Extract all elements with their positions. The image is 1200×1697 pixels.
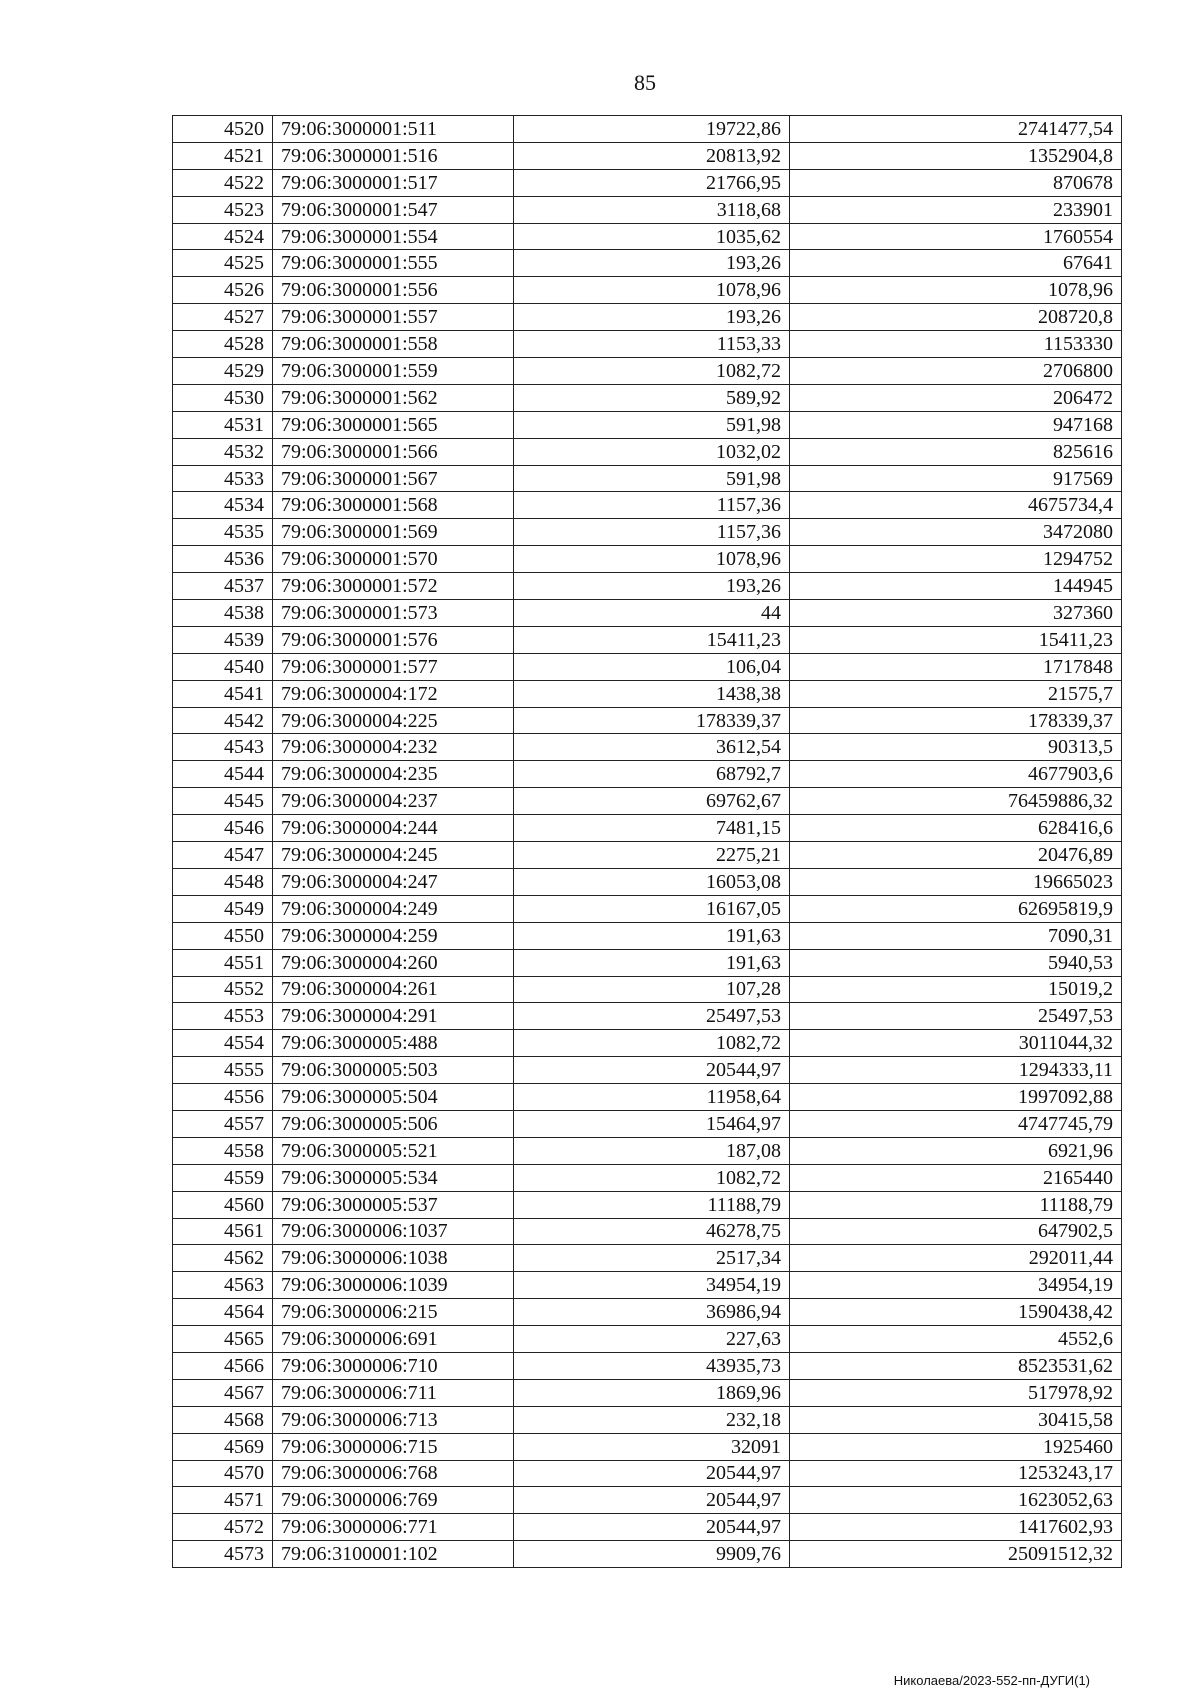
- cadastral-number-cell: 79:06:3000001:516: [273, 142, 514, 169]
- table-row: [173, 680, 1122, 707]
- row-number-cell: 4546: [173, 815, 273, 842]
- row-number-cell: 4567: [173, 1379, 273, 1406]
- cadastral-number-cell: 79:06:3000001:573: [273, 600, 514, 627]
- cadastral-number-cell: 79:06:3000005:503: [273, 1057, 514, 1084]
- row-number-cell: 4545: [173, 788, 273, 815]
- table-row: [173, 707, 1122, 734]
- table-row: [173, 1272, 1122, 1299]
- cadastral-cost-cell: 76459886,32: [790, 788, 1122, 815]
- table-row: [173, 1030, 1122, 1057]
- table-row: [173, 1460, 1122, 1487]
- cadastral-cost-cell: 825616: [790, 438, 1122, 465]
- row-number-cell: 4521: [173, 142, 273, 169]
- cadastral-cost-cell: 4677903,6: [790, 761, 1122, 788]
- row-number-cell: 4550: [173, 922, 273, 949]
- cadastral-number-cell: 79:06:3000001:547: [273, 196, 514, 223]
- cadastral-number-cell: 79:06:3000004:172: [273, 680, 514, 707]
- table-row: [173, 949, 1122, 976]
- area-value-cell: 1035,62: [514, 223, 790, 250]
- cadastral-number-cell: 79:06:3000006:769: [273, 1487, 514, 1514]
- table-row: [173, 1084, 1122, 1111]
- cadastral-number-cell: 79:06:3000004:260: [273, 949, 514, 976]
- row-number-cell: 4539: [173, 626, 273, 653]
- area-value-cell: 20544,97: [514, 1460, 790, 1487]
- row-number-cell: 4544: [173, 761, 273, 788]
- cadastral-cost-cell: 1623052,63: [790, 1487, 1122, 1514]
- area-value-cell: 227,63: [514, 1326, 790, 1353]
- cadastral-number-cell: 79:06:3000005:488: [273, 1030, 514, 1057]
- cadastral-cost-cell: 34954,19: [790, 1272, 1122, 1299]
- table-row: [173, 142, 1122, 169]
- table-row: [173, 169, 1122, 196]
- cadastral-cost-cell: 2165440: [790, 1164, 1122, 1191]
- cadastral-cost-cell: 3472080: [790, 519, 1122, 546]
- cadastral-cost-cell: 2741477,54: [790, 116, 1122, 143]
- table-row: [173, 653, 1122, 680]
- cadastral-number-cell: 79:06:3000004:244: [273, 815, 514, 842]
- cadastral-number-cell: 79:06:3000001:557: [273, 304, 514, 331]
- row-number-cell: 4555: [173, 1057, 273, 1084]
- row-number-cell: 4540: [173, 653, 273, 680]
- table-row: [173, 868, 1122, 895]
- table-row: [173, 600, 1122, 627]
- cadastral-cost-cell: 1294333,11: [790, 1057, 1122, 1084]
- cadastral-cost-cell: 25497,53: [790, 1003, 1122, 1030]
- row-number-cell: 4524: [173, 223, 273, 250]
- area-value-cell: 1078,96: [514, 277, 790, 304]
- row-number-cell: 4548: [173, 868, 273, 895]
- table-row: [173, 842, 1122, 869]
- cadastral-number-cell: 79:06:3000001:565: [273, 411, 514, 438]
- table-row: [173, 1164, 1122, 1191]
- row-number-cell: 4541: [173, 680, 273, 707]
- cadastral-number-cell: 79:06:3000001:569: [273, 519, 514, 546]
- row-number-cell: 4561: [173, 1218, 273, 1245]
- cadastral-number-cell: 79:06:3000006:771: [273, 1514, 514, 1541]
- area-value-cell: 46278,75: [514, 1218, 790, 1245]
- area-value-cell: 107,28: [514, 976, 790, 1003]
- cadastral-number-cell: 79:06:3000005:504: [273, 1084, 514, 1111]
- table-row: [173, 788, 1122, 815]
- table-row: [173, 196, 1122, 223]
- cadastral-cost-cell: 15411,23: [790, 626, 1122, 653]
- table-row: [173, 1541, 1122, 1568]
- cadastral-cost-cell: 206472: [790, 384, 1122, 411]
- row-number-cell: 4557: [173, 1110, 273, 1137]
- area-value-cell: 21766,95: [514, 169, 790, 196]
- row-number-cell: 4569: [173, 1433, 273, 1460]
- row-number-cell: 4537: [173, 573, 273, 600]
- table-row: [173, 1218, 1122, 1245]
- row-number-cell: 4530: [173, 384, 273, 411]
- table-row: [173, 976, 1122, 1003]
- table-row: [173, 815, 1122, 842]
- cadastral-cost-cell: 1253243,17: [790, 1460, 1122, 1487]
- area-value-cell: 69762,67: [514, 788, 790, 815]
- row-number-cell: 4560: [173, 1191, 273, 1218]
- cadastral-number-cell: 79:06:3100001:102: [273, 1541, 514, 1568]
- row-number-cell: 4522: [173, 169, 273, 196]
- row-number-cell: 4558: [173, 1137, 273, 1164]
- area-value-cell: 16053,08: [514, 868, 790, 895]
- area-value-cell: 25497,53: [514, 1003, 790, 1030]
- table-row: [173, 1057, 1122, 1084]
- table-row: [173, 1406, 1122, 1433]
- cadastral-number-cell: 79:06:3000006:713: [273, 1406, 514, 1433]
- table-row: [173, 922, 1122, 949]
- row-number-cell: 4529: [173, 358, 273, 385]
- cadastral-number-cell: 79:06:3000004:259: [273, 922, 514, 949]
- cadastral-cost-cell: 4675734,4: [790, 492, 1122, 519]
- row-number-cell: 4543: [173, 734, 273, 761]
- cadastral-number-cell: 79:06:3000001:570: [273, 546, 514, 573]
- cadastral-number-cell: 79:06:3000001:566: [273, 438, 514, 465]
- area-value-cell: 1153,33: [514, 331, 790, 358]
- area-value-cell: 20544,97: [514, 1514, 790, 1541]
- cadastral-cost-cell: 30415,58: [790, 1406, 1122, 1433]
- cadastral-number-cell: 79:06:3000006:710: [273, 1352, 514, 1379]
- cadastral-number-cell: 79:06:3000004:232: [273, 734, 514, 761]
- cadastral-number-cell: 79:06:3000001:554: [273, 223, 514, 250]
- row-number-cell: 4554: [173, 1030, 273, 1057]
- area-value-cell: 1032,02: [514, 438, 790, 465]
- cadastral-number-cell: 79:06:3000001:576: [273, 626, 514, 653]
- table-row: [173, 573, 1122, 600]
- table-body: [173, 116, 1122, 1568]
- cadastral-cost-cell: 1352904,8: [790, 142, 1122, 169]
- area-value-cell: 43935,73: [514, 1352, 790, 1379]
- row-number-cell: 4556: [173, 1084, 273, 1111]
- cadastral-cost-cell: 3011044,32: [790, 1030, 1122, 1057]
- cadastral-number-cell: 79:06:3000005:534: [273, 1164, 514, 1191]
- row-number-cell: 4570: [173, 1460, 273, 1487]
- table-row: [173, 1514, 1122, 1541]
- cadastral-number-cell: 79:06:3000004:225: [273, 707, 514, 734]
- area-value-cell: 1157,36: [514, 492, 790, 519]
- area-value-cell: 1438,38: [514, 680, 790, 707]
- row-number-cell: 4565: [173, 1326, 273, 1353]
- row-number-cell: 4528: [173, 331, 273, 358]
- cadastral-number-cell: 79:06:3000004:235: [273, 761, 514, 788]
- cadastral-number-cell: 79:06:3000005:506: [273, 1110, 514, 1137]
- row-number-cell: 4553: [173, 1003, 273, 1030]
- row-number-cell: 4523: [173, 196, 273, 223]
- area-value-cell: 187,08: [514, 1137, 790, 1164]
- area-value-cell: 193,26: [514, 573, 790, 600]
- cadastral-cost-cell: 20476,89: [790, 842, 1122, 869]
- cadastral-cost-cell: 1760554: [790, 223, 1122, 250]
- cadastral-cost-cell: 327360: [790, 600, 1122, 627]
- cadastral-cost-cell: 647902,5: [790, 1218, 1122, 1245]
- cadastral-number-cell: 79:06:3000005:537: [273, 1191, 514, 1218]
- area-value-cell: 1078,96: [514, 546, 790, 573]
- cadastral-number-cell: 79:06:3000006:1039: [273, 1272, 514, 1299]
- cadastral-cost-cell: 1997092,88: [790, 1084, 1122, 1111]
- cadastral-number-cell: 79:06:3000004:261: [273, 976, 514, 1003]
- table-row: [173, 761, 1122, 788]
- area-value-cell: 34954,19: [514, 1272, 790, 1299]
- area-value-cell: 2275,21: [514, 842, 790, 869]
- cadastral-cost-cell: 1925460: [790, 1433, 1122, 1460]
- table-row: [173, 895, 1122, 922]
- cadastral-cost-cell: 1294752: [790, 546, 1122, 573]
- cadastral-cost-cell: 292011,44: [790, 1245, 1122, 1272]
- cadastral-cost-cell: 1078,96: [790, 277, 1122, 304]
- area-value-cell: 3612,54: [514, 734, 790, 761]
- cadastral-cost-cell: 233901: [790, 196, 1122, 223]
- row-number-cell: 4535: [173, 519, 273, 546]
- cadastral-number-cell: 79:06:3000001:577: [273, 653, 514, 680]
- cadastral-number-cell: 79:06:3000006:715: [273, 1433, 514, 1460]
- table-row: [173, 1110, 1122, 1137]
- area-value-cell: 193,26: [514, 250, 790, 277]
- page-number: 85: [634, 70, 656, 95]
- area-value-cell: 3118,68: [514, 196, 790, 223]
- table-row: [173, 465, 1122, 492]
- table-row: [173, 546, 1122, 573]
- cadastral-cost-cell: 90313,5: [790, 734, 1122, 761]
- cadastral-cost-cell: 2706800: [790, 358, 1122, 385]
- cadastral-number-cell: 79:06:3000001:555: [273, 250, 514, 277]
- cadastral-number-cell: 79:06:3000004:237: [273, 788, 514, 815]
- area-value-cell: 9909,76: [514, 1541, 790, 1568]
- cadastral-number-cell: 79:06:3000004:249: [273, 895, 514, 922]
- cadastral-cost-cell: 5940,53: [790, 949, 1122, 976]
- area-value-cell: 36986,94: [514, 1299, 790, 1326]
- table-row: [173, 304, 1122, 331]
- row-number-cell: 4566: [173, 1352, 273, 1379]
- cadastral-number-cell: 79:06:3000006:691: [273, 1326, 514, 1353]
- cadastral-number-cell: 79:06:3000001:568: [273, 492, 514, 519]
- cadastral-number-cell: 79:06:3000001:511: [273, 116, 514, 143]
- table-row: [173, 331, 1122, 358]
- footer-document-code: Николаева/2023-552-пп-ДУГИ(1): [893, 1673, 1090, 1688]
- table-row: [173, 626, 1122, 653]
- row-number-cell: 4531: [173, 411, 273, 438]
- cadastral-cost-cell: 628416,6: [790, 815, 1122, 842]
- row-number-cell: 4571: [173, 1487, 273, 1514]
- cadastral-cost-cell: 15019,2: [790, 976, 1122, 1003]
- table-row: [173, 519, 1122, 546]
- row-number-cell: 4542: [173, 707, 273, 734]
- cadastral-cost-cell: 208720,8: [790, 304, 1122, 331]
- area-value-cell: 591,98: [514, 465, 790, 492]
- table-row: [173, 411, 1122, 438]
- row-number-cell: 4564: [173, 1299, 273, 1326]
- cadastral-number-cell: 79:06:3000006:215: [273, 1299, 514, 1326]
- cadastral-cost-cell: 870678: [790, 169, 1122, 196]
- row-number-cell: 4536: [173, 546, 273, 573]
- table-row: [173, 734, 1122, 761]
- cadastral-cost-cell: 1417602,93: [790, 1514, 1122, 1541]
- area-value-cell: 178339,37: [514, 707, 790, 734]
- cadastral-number-cell: 79:06:3000006:1037: [273, 1218, 514, 1245]
- table-row: [173, 358, 1122, 385]
- cadastral-cost-cell: 1153330: [790, 331, 1122, 358]
- area-value-cell: 1082,72: [514, 1164, 790, 1191]
- area-value-cell: 1869,96: [514, 1379, 790, 1406]
- cadastral-cost-cell: 11188,79: [790, 1191, 1122, 1218]
- table-row: [173, 438, 1122, 465]
- area-value-cell: 1082,72: [514, 358, 790, 385]
- cadastral-number-cell: 79:06:3000004:291: [273, 1003, 514, 1030]
- row-number-cell: 4533: [173, 465, 273, 492]
- cadastral-cost-cell: 144945: [790, 573, 1122, 600]
- row-number-cell: 4559: [173, 1164, 273, 1191]
- area-value-cell: 591,98: [514, 411, 790, 438]
- row-number-cell: 4551: [173, 949, 273, 976]
- area-value-cell: 11188,79: [514, 1191, 790, 1218]
- table-row: [173, 1326, 1122, 1353]
- cadastral-number-cell: 79:06:3000004:245: [273, 842, 514, 869]
- cadastral-cost-cell: 1590438,42: [790, 1299, 1122, 1326]
- area-value-cell: 20813,92: [514, 142, 790, 169]
- cadastral-cost-cell: 7090,31: [790, 922, 1122, 949]
- area-value-cell: 16167,05: [514, 895, 790, 922]
- area-value-cell: 191,63: [514, 922, 790, 949]
- area-value-cell: 32091: [514, 1433, 790, 1460]
- row-number-cell: 4563: [173, 1272, 273, 1299]
- table-row: [173, 1379, 1122, 1406]
- area-value-cell: 2517,34: [514, 1245, 790, 1272]
- table-row: [173, 1487, 1122, 1514]
- area-value-cell: 232,18: [514, 1406, 790, 1433]
- row-number-cell: 4532: [173, 438, 273, 465]
- area-value-cell: 1082,72: [514, 1030, 790, 1057]
- area-value-cell: 20544,97: [514, 1487, 790, 1514]
- area-value-cell: 193,26: [514, 304, 790, 331]
- table-row: [173, 1433, 1122, 1460]
- area-value-cell: 11958,64: [514, 1084, 790, 1111]
- cadastral-number-cell: 79:06:3000001:572: [273, 573, 514, 600]
- cadastral-cost-cell: 21575,7: [790, 680, 1122, 707]
- cadastral-number-cell: 79:06:3000006:768: [273, 1460, 514, 1487]
- cadastral-number-cell: 79:06:3000005:521: [273, 1137, 514, 1164]
- area-value-cell: 191,63: [514, 949, 790, 976]
- row-number-cell: 4573: [173, 1541, 273, 1568]
- table-row: [173, 223, 1122, 250]
- cadastral-number-cell: 79:06:3000001:567: [273, 465, 514, 492]
- cadastral-value-table: [172, 115, 1122, 1568]
- row-number-cell: 4538: [173, 600, 273, 627]
- cadastral-cost-cell: 178339,37: [790, 707, 1122, 734]
- cadastral-cost-cell: 25091512,32: [790, 1541, 1122, 1568]
- table-row: [173, 1299, 1122, 1326]
- table-row: [173, 1191, 1122, 1218]
- table-row: [173, 1352, 1122, 1379]
- cadastral-cost-cell: 917569: [790, 465, 1122, 492]
- cadastral-number-cell: 79:06:3000001:517: [273, 169, 514, 196]
- table-row: [173, 1003, 1122, 1030]
- area-value-cell: 19722,86: [514, 116, 790, 143]
- cadastral-cost-cell: 19665023: [790, 868, 1122, 895]
- row-number-cell: 4547: [173, 842, 273, 869]
- cadastral-number-cell: 79:06:3000001:558: [273, 331, 514, 358]
- table-row: [173, 1137, 1122, 1164]
- area-value-cell: 589,92: [514, 384, 790, 411]
- area-value-cell: 20544,97: [514, 1057, 790, 1084]
- cadastral-number-cell: 79:06:3000004:247: [273, 868, 514, 895]
- table-row: [173, 277, 1122, 304]
- cadastral-cost-cell: 8523531,62: [790, 1352, 1122, 1379]
- area-value-cell: 44: [514, 600, 790, 627]
- area-value-cell: 15464,97: [514, 1110, 790, 1137]
- cadastral-cost-cell: 62695819,9: [790, 895, 1122, 922]
- area-value-cell: 7481,15: [514, 815, 790, 842]
- row-number-cell: 4552: [173, 976, 273, 1003]
- row-number-cell: 4549: [173, 895, 273, 922]
- cadastral-cost-cell: 947168: [790, 411, 1122, 438]
- cadastral-cost-cell: 67641: [790, 250, 1122, 277]
- cadastral-number-cell: 79:06:3000001:559: [273, 358, 514, 385]
- table-row: [173, 116, 1122, 143]
- row-number-cell: 4572: [173, 1514, 273, 1541]
- cadastral-number-cell: 79:06:3000006:711: [273, 1379, 514, 1406]
- row-number-cell: 4520: [173, 116, 273, 143]
- cadastral-cost-cell: 4747745,79: [790, 1110, 1122, 1137]
- cadastral-number-cell: 79:06:3000006:1038: [273, 1245, 514, 1272]
- area-value-cell: 15411,23: [514, 626, 790, 653]
- table-row: [173, 384, 1122, 411]
- row-number-cell: 4534: [173, 492, 273, 519]
- cadastral-number-cell: 79:06:3000001:556: [273, 277, 514, 304]
- row-number-cell: 4568: [173, 1406, 273, 1433]
- row-number-cell: 4527: [173, 304, 273, 331]
- row-number-cell: 4562: [173, 1245, 273, 1272]
- cadastral-cost-cell: 517978,92: [790, 1379, 1122, 1406]
- cadastral-cost-cell: 1717848: [790, 653, 1122, 680]
- row-number-cell: 4525: [173, 250, 273, 277]
- table-row: [173, 492, 1122, 519]
- table-row: [173, 1245, 1122, 1272]
- area-value-cell: 68792,7: [514, 761, 790, 788]
- table-row: [173, 250, 1122, 277]
- cadastral-cost-cell: 4552,6: [790, 1326, 1122, 1353]
- area-value-cell: 1157,36: [514, 519, 790, 546]
- area-value-cell: 106,04: [514, 653, 790, 680]
- row-number-cell: 4526: [173, 277, 273, 304]
- cadastral-cost-cell: 6921,96: [790, 1137, 1122, 1164]
- cadastral-number-cell: 79:06:3000001:562: [273, 384, 514, 411]
